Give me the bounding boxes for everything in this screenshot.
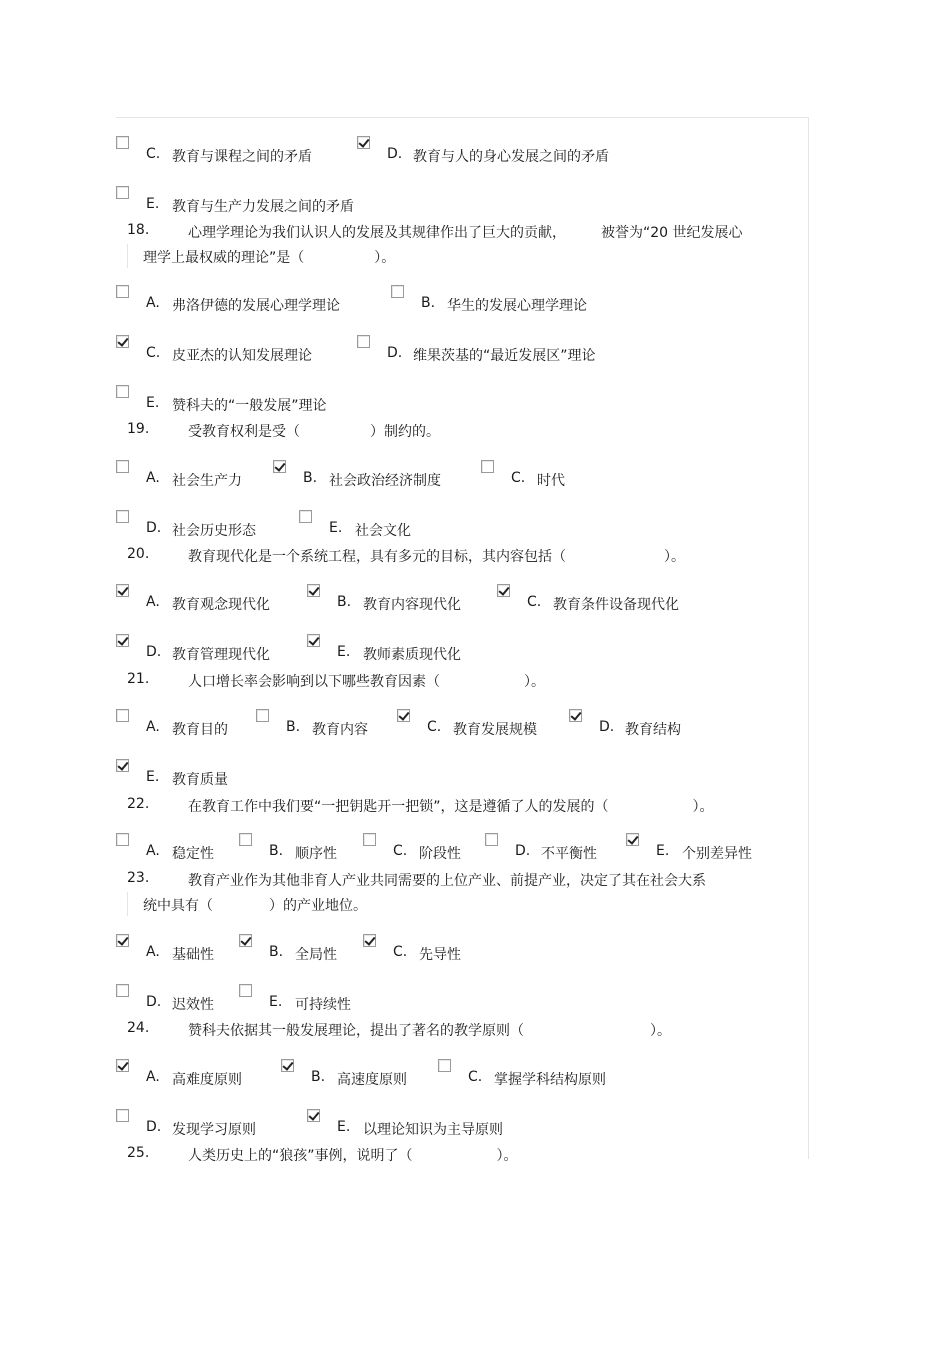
option-label: 社会文化 xyxy=(355,523,411,539)
option-label: 社会生产力 xyxy=(172,473,242,489)
option-checkbox[interactable] xyxy=(391,285,404,298)
option-letter: A. xyxy=(146,843,160,859)
option-label: 教师素质现代化 xyxy=(363,647,461,663)
option-label: 基础性 xyxy=(172,947,214,963)
option-label: 不平衡性 xyxy=(541,846,597,862)
option-label: 华生的发展心理学理论 xyxy=(447,298,587,314)
option-letter: B. xyxy=(269,843,284,859)
option-label: 高难度原则 xyxy=(172,1072,242,1088)
option-checkbox[interactable] xyxy=(363,934,376,947)
option-checkbox[interactable] xyxy=(273,460,286,473)
option-letter: A. xyxy=(146,944,160,960)
option-label: 教育管理现代化 xyxy=(172,647,270,663)
option-letter: C. xyxy=(527,594,542,610)
option-letter: B. xyxy=(337,594,352,610)
option-checkbox[interactable] xyxy=(497,584,510,597)
option-label: 以理论知识为主导原则 xyxy=(363,1122,503,1138)
option-checkbox[interactable] xyxy=(116,934,129,947)
option-checkbox[interactable] xyxy=(307,584,320,597)
option-label: 教育内容现代化 xyxy=(363,597,461,613)
option-checkbox[interactable] xyxy=(116,584,129,597)
option-checkbox[interactable] xyxy=(357,335,370,348)
option-letter: D. xyxy=(599,719,615,735)
option-label: 稳定性 xyxy=(172,846,214,862)
option-letter: B. xyxy=(311,1069,326,1085)
option-letter: D. xyxy=(146,1119,162,1135)
option-letter: A. xyxy=(146,295,160,311)
option-letter: A. xyxy=(146,470,160,486)
option-letter: E. xyxy=(337,1119,351,1135)
option-label: 全局性 xyxy=(295,947,337,963)
option-letter: D. xyxy=(387,345,403,361)
option-label: 维果茨基的“最近发展区”理论 xyxy=(413,348,596,364)
option-checkbox[interactable] xyxy=(116,634,129,647)
question-number: 20. xyxy=(127,546,150,562)
option-checkbox[interactable] xyxy=(256,709,269,722)
option-letter: E. xyxy=(337,644,351,660)
option-checkbox[interactable] xyxy=(239,934,252,947)
question-divider xyxy=(127,892,128,916)
option-label: 社会历史形态 xyxy=(172,523,256,539)
option-checkbox[interactable] xyxy=(299,510,312,523)
option-letter: C. xyxy=(511,470,526,486)
option-letter: D. xyxy=(387,146,403,162)
option-letter: C. xyxy=(393,843,408,859)
option-checkbox[interactable] xyxy=(116,285,129,298)
option-checkbox[interactable] xyxy=(569,709,582,722)
option-letter: A. xyxy=(146,1069,160,1085)
question-text-continued: 理学上最权威的理论”是（ ）。 xyxy=(143,250,396,266)
option-label: 掌握学科结构原则 xyxy=(494,1072,606,1088)
option-checkbox[interactable] xyxy=(363,833,376,846)
question-number: 21. xyxy=(127,671,150,687)
option-label: 赞科夫的“一般发展”理论 xyxy=(172,398,327,414)
option-checkbox[interactable] xyxy=(116,385,129,398)
option-checkbox[interactable] xyxy=(307,1109,320,1122)
option-letter: C. xyxy=(393,944,408,960)
question-number: 18. xyxy=(127,222,150,238)
option-label: 时代 xyxy=(537,473,565,489)
option-letter: B. xyxy=(421,295,436,311)
option-label: 教育质量 xyxy=(172,772,228,788)
option-checkbox[interactable] xyxy=(116,759,129,772)
option-checkbox[interactable] xyxy=(116,984,129,997)
option-label: 教育条件设备现代化 xyxy=(553,597,679,613)
option-checkbox[interactable] xyxy=(116,136,129,149)
question-text-continued: 统中具有（ ）的产业地位。 xyxy=(143,898,367,914)
option-checkbox[interactable] xyxy=(116,1109,129,1122)
option-label: 可持续性 xyxy=(295,997,351,1013)
option-letter: B. xyxy=(303,470,318,486)
option-letter: E. xyxy=(146,196,160,212)
option-checkbox[interactable] xyxy=(485,833,498,846)
option-letter: C. xyxy=(146,146,161,162)
option-label: 迟效性 xyxy=(172,997,214,1013)
option-checkbox[interactable] xyxy=(281,1059,294,1072)
option-letter: B. xyxy=(286,719,301,735)
question-text: 赞科夫依据其一般发展理论，提出了著名的教学原则（ ）。 xyxy=(188,1023,671,1039)
option-letter: A. xyxy=(146,719,160,735)
option-checkbox[interactable] xyxy=(481,460,494,473)
option-label: 皮亚杰的认知发展理论 xyxy=(172,348,312,364)
option-letter: E. xyxy=(146,769,160,785)
option-checkbox[interactable] xyxy=(116,1059,129,1072)
question-sheet xyxy=(116,117,809,1164)
option-letter: C. xyxy=(468,1069,483,1085)
option-letter: B. xyxy=(269,944,284,960)
option-checkbox[interactable] xyxy=(116,186,129,199)
option-checkbox[interactable] xyxy=(116,335,129,348)
option-label: 教育发展规模 xyxy=(453,722,537,738)
option-label: 教育目的 xyxy=(172,722,228,738)
option-label: 发现学习原则 xyxy=(172,1122,256,1138)
question-text: 人口增长率会影响到以下哪些教育因素（ ）。 xyxy=(188,674,545,690)
question-number: 19. xyxy=(127,421,150,437)
option-label: 社会政治经济制度 xyxy=(329,473,441,489)
question-text: 心理学理论为我们认识人的发展及其规律作出了巨大的贡献， 被誉为“20 世纪发展心 xyxy=(188,225,743,241)
question-divider xyxy=(127,244,128,268)
question-number: 24. xyxy=(127,1020,150,1036)
question-text: 人类历史上的“狼孩”事例，说明了（ ）。 xyxy=(188,1148,518,1164)
option-label: 教育内容 xyxy=(312,722,368,738)
option-checkbox[interactable] xyxy=(116,833,129,846)
option-letter: E. xyxy=(656,843,670,859)
question-text: 教育产业作为其他非育人产业共同需要的上位产业、前提产业，决定了其在社会大系 xyxy=(188,873,706,889)
option-letter: E. xyxy=(269,994,283,1010)
option-checkbox[interactable] xyxy=(438,1059,451,1072)
option-checkbox[interactable] xyxy=(397,709,410,722)
question-number: 25. xyxy=(127,1145,150,1161)
option-label: 顺序性 xyxy=(295,846,337,862)
option-label: 弗洛伊德的发展心理学理论 xyxy=(172,298,340,314)
option-checkbox[interactable] xyxy=(116,460,129,473)
option-label: 个别差异性 xyxy=(682,846,752,862)
option-letter: C. xyxy=(146,345,161,361)
option-label: 教育与生产力发展之间的矛盾 xyxy=(172,199,354,215)
option-label: 教育与人的身心发展之间的矛盾 xyxy=(413,149,609,165)
question-number: 23. xyxy=(127,870,150,886)
option-letter: D. xyxy=(515,843,531,859)
option-checkbox[interactable] xyxy=(116,709,129,722)
option-letter: D. xyxy=(146,520,162,536)
option-checkbox[interactable] xyxy=(239,833,252,846)
option-letter: E. xyxy=(329,520,343,536)
option-label: 教育与课程之间的矛盾 xyxy=(172,149,312,165)
option-letter: E. xyxy=(146,395,160,411)
option-checkbox[interactable] xyxy=(307,634,320,647)
option-letter: C. xyxy=(427,719,442,735)
question-number: 22. xyxy=(127,796,150,812)
option-letter: A. xyxy=(146,594,160,610)
question-text: 在教育工作中我们要“一把钥匙开一把锁”，这是遵循了人的发展的（ ）。 xyxy=(188,799,714,815)
option-checkbox[interactable] xyxy=(239,984,252,997)
option-checkbox[interactable] xyxy=(357,136,370,149)
option-letter: D. xyxy=(146,644,162,660)
option-label: 阶段性 xyxy=(419,846,461,862)
option-checkbox[interactable] xyxy=(116,510,129,523)
option-label: 教育观念现代化 xyxy=(172,597,270,613)
option-checkbox[interactable] xyxy=(626,833,639,846)
option-letter: D. xyxy=(146,994,162,1010)
option-label: 高速度原则 xyxy=(337,1072,407,1088)
question-text: 受教育权利是受（ ）制约的。 xyxy=(188,424,440,440)
option-label: 先导性 xyxy=(419,947,461,963)
option-label: 教育结构 xyxy=(625,722,681,738)
question-text: 教育现代化是一个系统工程，具有多元的目标，其内容包括（ ）。 xyxy=(188,549,685,565)
